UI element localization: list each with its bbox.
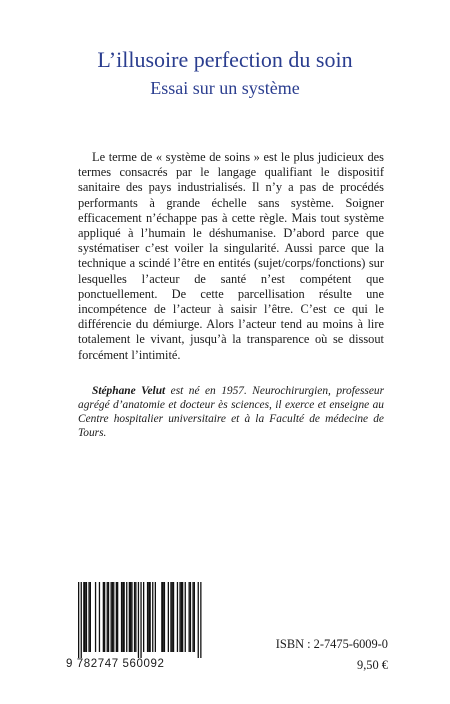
barcode-bar	[189, 582, 190, 652]
barcode-bar	[173, 582, 174, 652]
barcode-bar	[147, 582, 148, 652]
barcode-bar	[81, 582, 82, 658]
barcode-bar	[90, 582, 91, 652]
barcode-bar	[143, 582, 144, 652]
barcode-bar	[177, 582, 178, 652]
barcode-bar	[182, 582, 183, 652]
barcode-bar	[107, 582, 108, 652]
barcode-digits: 9 782747 560092	[66, 658, 165, 670]
barcode-bar	[179, 582, 180, 652]
barcode-bar	[95, 582, 96, 652]
price: 9,50 €	[357, 658, 388, 672]
barcode-bar	[181, 582, 182, 652]
barcode-bar	[185, 582, 186, 652]
barcode-bar	[135, 582, 136, 652]
barcode-bar	[130, 582, 131, 652]
barcode-bar	[140, 582, 141, 658]
barcode-bar	[122, 582, 123, 652]
barcode-bar	[126, 582, 127, 652]
barcode-bar	[194, 582, 195, 652]
barcode-bar	[108, 582, 109, 652]
author-bio	[78, 384, 384, 440]
author-name: Stéphane Velut	[92, 385, 166, 397]
barcode-bar	[111, 582, 112, 652]
barcode-bar	[190, 582, 191, 652]
barcode-bar	[129, 582, 130, 652]
barcode-bar	[78, 582, 79, 658]
isbn: ISBN : 2-7475-6009-0	[275, 637, 388, 651]
barcode-bars	[66, 582, 208, 660]
barcode-bar	[103, 582, 104, 652]
title-block	[0, 46, 450, 100]
barcode-bar	[117, 582, 118, 652]
barcode-bar	[152, 582, 153, 652]
author-bio-text: est né en 1957. Neurochirurgien, professeur agrégé d’anatomie et docteur ès sciences, il exerce et enseigne au Centre hospitalier universitaire et à la Faculté de médecine de Tours.	[78, 385, 385, 439]
barcode-bar	[112, 582, 113, 652]
barcode-bar	[85, 582, 86, 652]
barcode-bar	[170, 582, 171, 652]
barcode-bar	[124, 582, 125, 652]
book-title: L’illusoire perfection du soin	[97, 47, 353, 72]
back-cover-blurb: Le terme de « système de soins » est le plus judicieux des termes consacrés par le langage qualifiant le dispositif sanitaire des pays industrialisés. Il n’y a pas de procédés performants à grande échelle sans système. Soigner efficacement n’échappe pas à cette règle. Mais tout système appliqué à l’humain le déshumanise. D’abord parce que systématiser c’est voiler la singularité. Aussi parce que la technique a scindé l’être en entités (sujet/corps/fonctions) sur lesquelles l’acteur de santé n’est compétent que ponctuellement. De cette parcellisation résulte une incompétence de l’acteur à saisir l’être. C’est ce qui le différencie du démiurge. Alors l’acteur tend au moins à lire totalement le vivant, jusqu’à la transparence où se dissout forcément l’intimité.	[78, 150, 384, 362]
barcode-bar	[172, 582, 173, 652]
barcode-bar	[155, 582, 156, 652]
barcode-bar	[168, 582, 169, 652]
barcode-bar	[148, 582, 149, 652]
barcode-bar	[83, 582, 84, 652]
barcode-bar	[134, 582, 135, 652]
barcode-bar	[164, 582, 165, 652]
barcode-bar	[200, 582, 201, 658]
book-subtitle: Essai sur un système	[150, 78, 300, 98]
barcode-bar	[131, 582, 132, 652]
barcode-bar	[161, 582, 162, 652]
barcode-bar	[192, 582, 193, 652]
barcode-bar	[104, 582, 105, 652]
barcode-bar	[150, 582, 151, 652]
barcode-bar	[198, 582, 199, 658]
barcode-bar	[88, 582, 89, 652]
barcode-bar	[138, 582, 139, 658]
barcode-bar	[163, 582, 164, 652]
barcode-bar	[99, 582, 100, 652]
barcode-bar	[113, 582, 114, 652]
barcode-bar	[121, 582, 122, 652]
barcode-bar	[86, 582, 87, 652]
barcode	[66, 582, 208, 678]
barcode-bar	[116, 582, 117, 652]
